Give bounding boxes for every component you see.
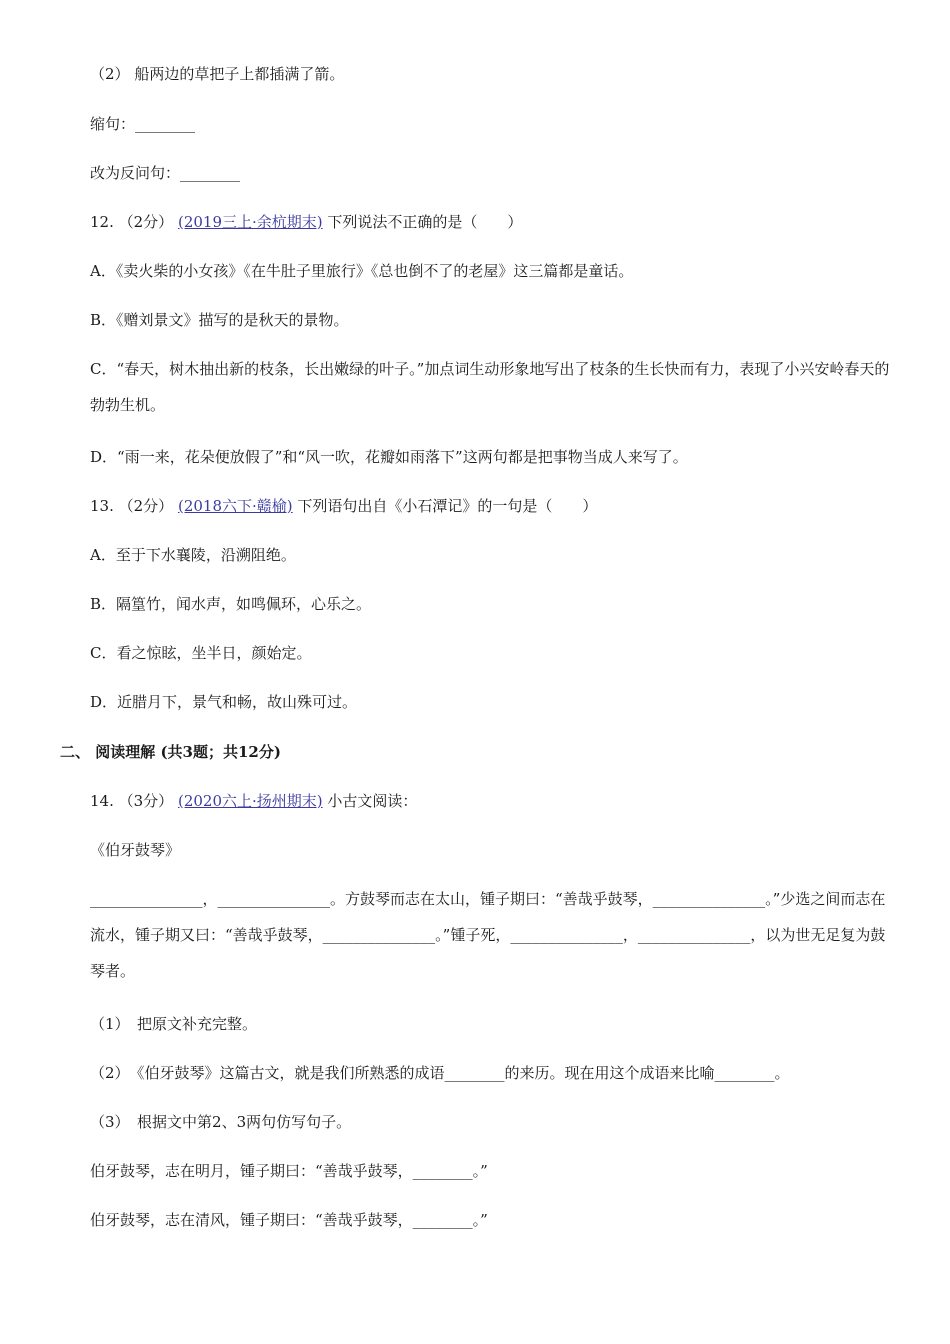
q12-number: 12. xyxy=(90,213,114,231)
q11-shorten-prompt: 缩句：________ xyxy=(90,115,196,133)
q14-imitation-2: 伯牙鼓琴，志在清风，锺子期曰：“善哉乎鼓琴，________。” xyxy=(90,1211,488,1229)
q12-header xyxy=(90,212,522,232)
q13-stem: 下列语句出自《小石潭记》的一句是（ ） xyxy=(297,497,598,515)
q12-option-b: B．《赠刘景文》描写的是秋天的景物。 xyxy=(90,311,349,329)
q12-stem: 下列说法不正确的是（ ） xyxy=(327,213,523,231)
q13-option-b: B．隔篁竹，闻水声，如鸣佩环，心乐之。 xyxy=(90,595,372,613)
q14-passage: _______________，_______________。方鼓琴而志在太山，锺子期曰：“善哉乎鼓琴，_______________。”少选之间而志在流水，锺子期又曰：“善哉乎鼓琴，_______________。”锺子死，_______________，_______________，以为世无足复为鼓琴者。 xyxy=(90,890,886,980)
q13-option-d: D．近腊月下，景气和畅，故山殊可过。 xyxy=(90,693,358,711)
q11-part2-line xyxy=(90,64,344,84)
q14-number: 14. xyxy=(90,792,114,810)
q14-header xyxy=(90,791,417,811)
section-2-heading: 二、 阅读理解 (共3题；共12分) xyxy=(60,743,281,761)
q13-header xyxy=(90,496,597,516)
q13-score: （2分） xyxy=(118,497,174,515)
q12-option-c: C．“春天，树木抽出新的枝条，长出嫩绿的叶子。”加点词生动形象地写出了枝条的生长快而有力，表现了小兴安岭春天的勃勃生机。 xyxy=(90,360,890,414)
q13-option-c: C．看之惊眩，坐半日，颜始定。 xyxy=(90,644,312,662)
q14-sub1: （1） 把原文补充完整。 xyxy=(90,1015,258,1033)
q11-part2-label: （2） xyxy=(90,65,130,83)
q13-number: 13. xyxy=(90,497,114,515)
q11-rhetorical-prompt: 改为反问句：________ xyxy=(90,164,241,182)
q14-sub3: （3） 根据文中第2、3两句仿写句子。 xyxy=(90,1113,352,1131)
q12-option-d: D．“雨一来，花朵便放假了”和“风一吹，花瓣如雨落下”这两句都是把事物当成人来写了。 xyxy=(90,448,688,466)
q13-option-a: A．至于下水襄陵，沿溯阻绝。 xyxy=(90,546,296,564)
q14-passage-title: 《伯牙鼓琴》 xyxy=(90,841,181,859)
q11-part2-text: 船两边的草把子上都插满了箭。 xyxy=(134,65,345,83)
q12-option-a: A．《卖火柴的小女孩》《在牛肚子里旅行》《总也倒不了的老屋》这三篇都是童话。 xyxy=(90,262,634,280)
q14-imitation-1: 伯牙鼓琴，志在明月，锺子期曰：“善哉乎鼓琴，________。” xyxy=(90,1162,488,1180)
q14-source-link[interactable]: (2020六上·扬州期末) xyxy=(177,792,323,810)
q14-stem: 小古文阅读： xyxy=(327,792,418,810)
q13-source-link[interactable]: (2018六下·赣榆) xyxy=(177,497,293,515)
q12-score: （2分） xyxy=(118,213,174,231)
q12-source-link[interactable]: (2019三上·余杭期末) xyxy=(177,213,323,231)
q14-sub2: （2） 《伯牙鼓琴》这篇古文，就是我们所熟悉的成语________的来历。现在用这个成语来比喻________。 xyxy=(90,1064,790,1082)
q14-score: （3分） xyxy=(118,792,174,810)
